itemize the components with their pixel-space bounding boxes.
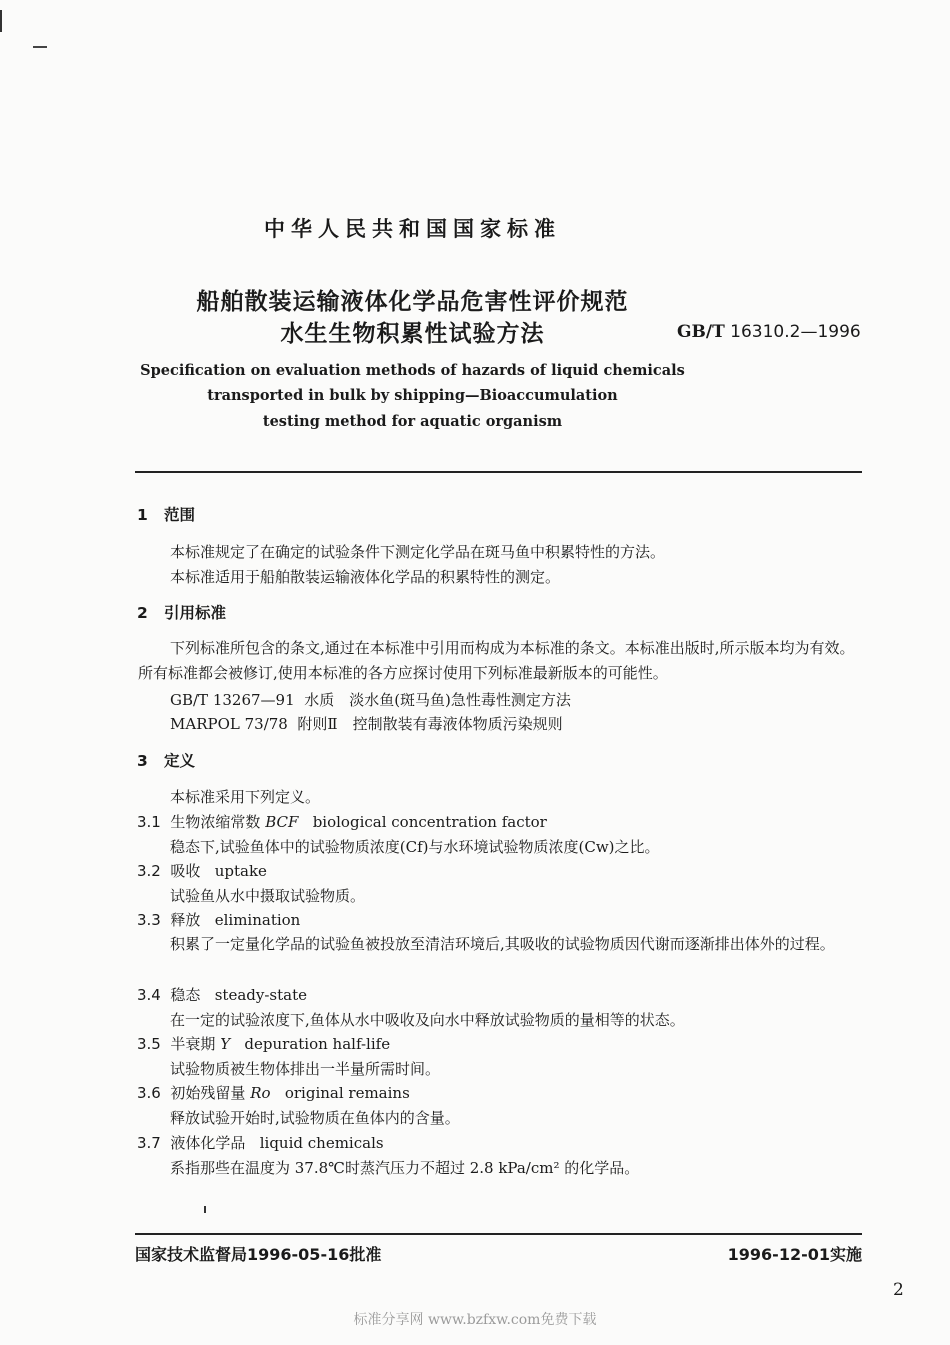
section-1-paragraph-1: 本标准规定了在确定的试验条件下测定化学品在斑马鱼中积累特性的方法。 <box>170 543 666 561</box>
scan-mark-top <box>33 46 47 48</box>
definition-term: 稳态 <box>170 986 201 1004</box>
definition-abbr: Ro <box>250 1084 271 1102</box>
definition-term: 生物浓缩常数 <box>170 813 261 831</box>
section-1-paragraph-2: 本标准适用于船舶散装运输液体化学品的积累特性的测定。 <box>170 568 561 586</box>
chinese-title-line1: 船舶散装运输液体化学品危害性评价规范 <box>196 289 629 315</box>
standard-code-prefix: GB/T <box>677 322 725 342</box>
definition-number: 3.1 <box>137 813 161 831</box>
definition-3-7-text: 系指那些在温度为 37.8℃时蒸汽压力不超过 2.8 kPa/cm² 的化学品。 <box>170 1159 640 1177</box>
definition-3-3-heading <box>137 909 300 930</box>
section-title: 范围 <box>164 506 196 524</box>
english-title-line3: testing method for aquatic organism <box>262 413 563 430</box>
english-title-line2: transported in bulk by shipping—Bioaccumulation <box>207 387 618 404</box>
definition-number: 3.2 <box>137 862 161 880</box>
section-3-heading <box>137 749 195 771</box>
definition-3-4-text: 在一定的试验浓度下,鱼体从水中吸收及向水中释放试验物质的量相等的状态。 <box>170 1011 685 1029</box>
definition-term: 释放 <box>170 911 201 929</box>
section-2-paragraph: 下列标准所包含的条文,通过在本标准中引用而构成为本标准的条文。本标准出版时,所示版本均为有效。所有标准都会被修订,使用本标准的各方应探讨使用下列标准最新版本的可能性。 <box>138 639 855 682</box>
section-1-heading <box>137 503 195 525</box>
section-3-intro: 本标准采用下列定义。 <box>170 788 321 806</box>
standard-code <box>677 322 861 342</box>
standard-code-number: 16310.2—1996 <box>730 322 861 342</box>
reference-code: MARPOL 73/78 <box>170 715 288 733</box>
definition-3-4-heading <box>137 984 307 1005</box>
definition-3-6-heading <box>137 1082 410 1103</box>
definition-number: 3.5 <box>137 1035 161 1053</box>
scan-speck <box>204 1206 206 1213</box>
section-title: 定义 <box>164 752 196 770</box>
definition-abbr: BCF <box>265 813 299 831</box>
scan-mark-left <box>0 10 2 32</box>
header-divider <box>135 471 862 473</box>
definition-english: biological concentration factor <box>312 813 547 831</box>
definition-3-5-text: 试验物质被生物体排出一半量所需时间。 <box>170 1060 441 1078</box>
definition-english: depuration half-life <box>244 1035 391 1053</box>
watermark: 标准分享网 www.bzfxw.com免费下载 <box>353 1312 597 1328</box>
definition-3-3-text: 积累了一定量化学品的试验鱼被投放至清洁环境后,其吸收的试验物质因代谢而逐渐排出体外的过程。 <box>170 935 835 953</box>
definition-term: 液体化学品 <box>170 1134 246 1152</box>
definition-3-1-heading <box>137 811 547 832</box>
english-title-line1: Specification on evaluation methods of hazards of liquid chemicals <box>140 362 685 379</box>
definition-english: elimination <box>214 911 301 929</box>
section-number: 1 <box>137 506 148 524</box>
footer-divider <box>135 1233 862 1235</box>
definition-english: liquid chemicals <box>259 1134 384 1152</box>
definition-number: 3.7 <box>137 1134 161 1152</box>
definition-english: uptake <box>214 862 267 880</box>
reference-1 <box>170 689 571 710</box>
definition-english: original remains <box>284 1084 410 1102</box>
reference-2 <box>170 713 563 734</box>
chinese-title-line2: 水生生物积累性试验方法 <box>280 321 545 347</box>
definition-3-6-text: 释放试验开始时,试验物质在鱼体内的含量。 <box>170 1109 460 1127</box>
definition-term: 吸收 <box>170 862 201 880</box>
definition-number: 3.6 <box>137 1084 161 1102</box>
definition-term: 半衰期 <box>170 1035 216 1053</box>
definition-3-2-text: 试验鱼从水中摄取试验物质。 <box>170 887 366 905</box>
reference-code: GB/T 13267—91 <box>170 691 295 709</box>
definition-3-7-heading <box>137 1132 384 1153</box>
approval-info: 国家技术监督局1996-05-16批准 <box>135 1245 382 1264</box>
definition-term: 初始残留量 <box>170 1084 246 1102</box>
reference-title: 附则Ⅱ 控制散装有毒液体物质污染规则 <box>297 715 563 733</box>
section-title: 引用标准 <box>164 604 227 622</box>
definition-3-1-text: 稳态下,试验鱼体中的试验物质浓度(Cf)与水环境试验物质浓度(Cw)之比。 <box>170 838 660 856</box>
implementation-date: 1996-12-01实施 <box>727 1245 862 1264</box>
section-2-heading <box>137 601 226 623</box>
definition-english: steady-state <box>214 986 307 1004</box>
definition-3-2-heading <box>137 860 267 881</box>
national-standard-heading: 中华人民共和国国家标准 <box>264 217 561 241</box>
definition-number: 3.3 <box>137 911 161 929</box>
section-number: 3 <box>137 752 148 770</box>
page-number: 2 <box>893 1280 904 1300</box>
definition-number: 3.4 <box>137 986 161 1004</box>
section-number: 2 <box>137 604 148 622</box>
definition-3-5-heading <box>137 1033 390 1054</box>
reference-title: 水质 淡水鱼(斑马鱼)急性毒性测定方法 <box>304 691 571 709</box>
definition-abbr: Y <box>220 1035 231 1053</box>
